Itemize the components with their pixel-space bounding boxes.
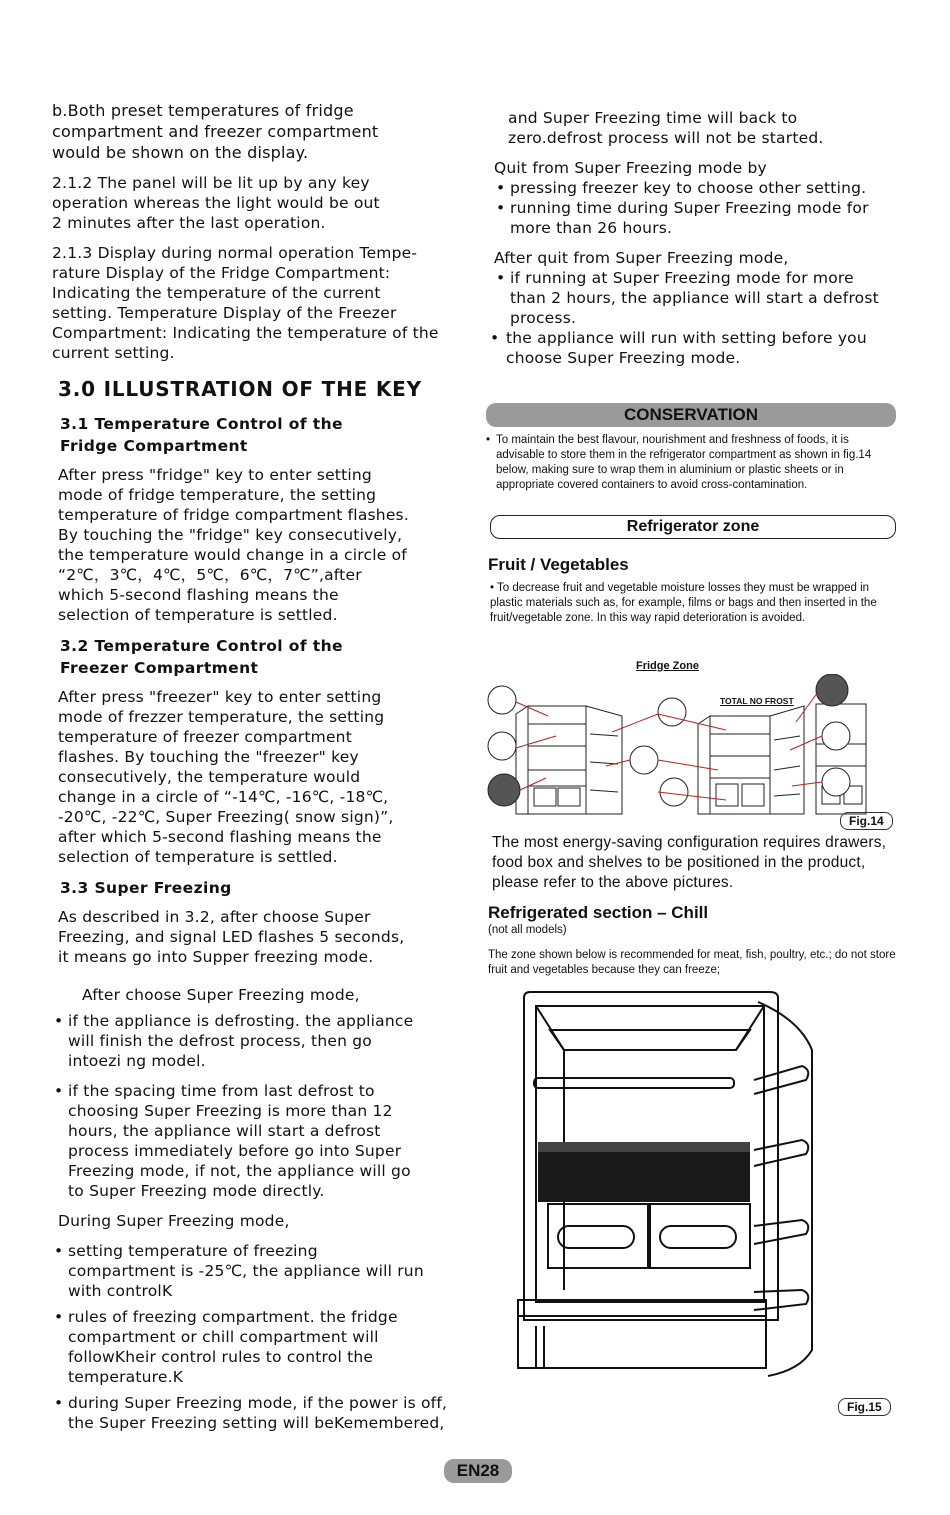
- heading-3-1: 3.1 Temperature Control of the Fridge Compartment: [60, 415, 343, 455]
- chill-zone: [538, 1152, 750, 1202]
- conservation-text: [486, 433, 896, 493]
- paragraph-3-1: After press "fridge" key to enter setting mode of fridge temperature, the setting temperature of fridge compartment flashes. By touching the "fridge" key consecutively, the temperature would change in a circle of “2℃，3℃，4℃，5℃，6℃，7℃”,after which 5-second flashing means the selection of temperature is settled.: [58, 466, 409, 624]
- bullet-marker: •: [54, 1242, 64, 1260]
- bullet-marker: •: [54, 1308, 64, 1326]
- door-bin-top: [754, 1066, 808, 1094]
- bullet-rules: [52, 1307, 428, 1387]
- paragraph-continued: and Super Freezing time will back to zero.defrost process will not be started.: [508, 109, 824, 147]
- food-icon-meat: [488, 732, 516, 760]
- paragraph-2-1-3: 2.1.3 Display during normal operation Tempe-rature Display of the Fridge Compartment: Indicating the temperature of the current setting. Temperature Display of the Freezer Compartment: Indicating the temperature of the current setting.: [52, 244, 439, 362]
- fig14-tag: Fig.14: [840, 812, 893, 830]
- bullet-if-running-text: if running at Super Freezing mode for more than 2 hours, the appliance will start a defrost process.: [510, 269, 879, 327]
- bullet-marker: •: [54, 1394, 64, 1412]
- bullet-marker: •: [490, 582, 495, 594]
- bullet-if-running: [486, 268, 880, 328]
- drawer-handle-left: [558, 1226, 634, 1248]
- bullet-setting-temperature: [52, 1241, 428, 1301]
- paragraph-after-quit: After quit from Super Freezing mode,: [494, 249, 789, 267]
- food-icon-cheese: [822, 722, 850, 750]
- paragraph-during: During Super Freezing mode,: [58, 1212, 290, 1230]
- bullet-running-text: running time during Super Freezing mode for more than 26 hours.: [510, 199, 869, 237]
- bullet-defrosting-text: if the appliance is defrosting. the appliance will finish the defrost process, then go intoezi ng model.: [68, 1012, 414, 1070]
- cabinet-base: [518, 1316, 766, 1368]
- bullet-setting-before-text: the appliance will run with setting before you choose Super Freezing mode.: [506, 329, 867, 367]
- conservation-header: CONSERVATION: [486, 403, 896, 427]
- refrigerator-zone-header: Refrigerator zone: [490, 515, 896, 539]
- drawer-handle-right: [660, 1226, 736, 1248]
- page-number: EN28: [444, 1459, 512, 1483]
- heading-3-3: 3.3 Super Freezing: [60, 879, 232, 897]
- bullet-spacing-time: [52, 1081, 414, 1201]
- left-column: [52, 100, 452, 1443]
- paragraph-after-choose: After choose Super Freezing mode,: [82, 986, 360, 1004]
- food-icon-dairy: [488, 686, 516, 714]
- bullet-marker: •: [54, 1012, 64, 1030]
- bullet-running: [486, 198, 880, 238]
- fig14-figure: [486, 660, 900, 835]
- food-icon-eggs: [658, 698, 686, 726]
- bullet-setting-before: [486, 328, 876, 368]
- fridge-left-door: [586, 706, 622, 814]
- bullet-defrosting: [52, 1011, 418, 1071]
- chill-zone-top: [538, 1142, 750, 1152]
- food-icon-fish: [816, 674, 848, 706]
- chill-text: The zone shown below is recommended for meat, fish, poultry, etc.; do not store fruit and vegetables because they can freeze;: [488, 949, 896, 976]
- conservation-text-body: To maintain the best flavour, nourishment and freshness of foods, it is advisable to store them in the refrigerator compartment as shown in fig.14 below, making sure to wrap them in aluminium or plastic sheets or in appropriate covered containers to avoid cross-contamination.: [496, 434, 872, 491]
- bullet-spacing-text: if the spacing time from last defrost to choosing Super Freezing is more than 12 hours, the appliance will start a defrost process immediately before go into Super Freezing mode, if not, the appliance will go to Super Freezing mode directly.: [68, 1082, 411, 1200]
- right-column: [486, 108, 900, 378]
- fridge-middle-door: [770, 706, 804, 814]
- fruit-text-body: To decrease fruit and vegetable moisture losses they must be wrapped in plastic materials such as, for example, films or bags and then inserted in the fruit/vegetable zone. In this way rapid deterioration is avoided.: [490, 582, 877, 624]
- fig15-illustration: [500, 990, 820, 1380]
- fridge-zone-label: Fridge Zone: [636, 660, 699, 672]
- food-icon-cakes: [822, 768, 850, 796]
- energy-saving-section: [488, 833, 896, 978]
- bullet-rules-text: rules of freezing compartment. the fridge compartment or chill compartment will followKheir control rules to control the temperature.K: [68, 1308, 398, 1386]
- door-bin-lower: [754, 1220, 808, 1244]
- paragraph-3-3: As described in 3.2, after choose Super Freezing, and signal LED flashes 5 seconds, it means go into Supper freezing mode.: [58, 908, 405, 966]
- bullet-pressing-text: pressing freezer key to choose other setting.: [510, 179, 867, 197]
- fig15-tag: Fig.15: [838, 1398, 891, 1416]
- bullet-marker: •: [496, 269, 506, 287]
- fridge-left-cabinet: [528, 706, 586, 814]
- paragraph-quit: Quit from Super Freezing mode by: [494, 159, 767, 177]
- heading-fruit-vegetables: Fruit / Vegetables: [488, 555, 629, 574]
- bullet-marker: •: [54, 1082, 64, 1100]
- paragraph-display-presets: b.Both preset temperatures of fridge compartment and freezer compartment would be shown on the display.: [52, 101, 379, 162]
- food-icon-frozen: [488, 774, 520, 806]
- food-icon-drinks: [630, 746, 658, 774]
- paragraph-3-2: After press "freezer" key to enter setting mode of frezzer temperature, the setting temperature of freezer compartment flashes. By touching the "freezer" key consecutively, the temperature would change in a circle of “-14℃, -16℃, -18℃, -20℃, -22℃, Super Freezing( snow sign)”, after which 5-second flashing means the selection of temperature is settled.: [58, 688, 394, 866]
- bullet-power-text: during Super Freezing mode, if the power is off, the Super Freezing setting will beKemembered,: [68, 1394, 448, 1432]
- conservation-section: [486, 403, 896, 626]
- bullet-marker: •: [496, 179, 506, 197]
- bullet-pressing: [486, 178, 900, 198]
- heading-illustration-of-the-key: 3.0 ILLUSTRATION OF THE KEY: [58, 377, 422, 401]
- bullet-power-off: [52, 1393, 448, 1433]
- bullet-marker: •: [486, 434, 491, 446]
- heading-refrigerated-chill: Refrigerated section – Chill: [488, 903, 709, 922]
- energy-saving-text: The most energy-saving configuration requires drawers, food box and shelves to be positioned in the product, please refer to the above pictures.: [492, 834, 887, 891]
- heading-3-2: 3.2 Temperature Control of the Freezer Compartment: [60, 637, 343, 677]
- food-icon-vegetables: [660, 778, 688, 806]
- door-bin-middle: [754, 1140, 808, 1166]
- fig14-illustration: [486, 674, 900, 824]
- fruit-text: [486, 581, 896, 626]
- bullet-setting-text: setting temperature of freezing compartment is -25℃, the appliance will run with controlK: [68, 1242, 424, 1300]
- not-all-models-note: (not all models): [488, 924, 567, 936]
- paragraph-2-1-2: 2.1.2 The panel will be lit up by any key operation whereas the light would be out 2 minutes after the last operation.: [52, 174, 380, 232]
- bullet-marker: •: [496, 199, 506, 217]
- total-no-frost-label: TOTAL NO FROST: [720, 696, 794, 706]
- bullet-marker: •: [490, 329, 500, 347]
